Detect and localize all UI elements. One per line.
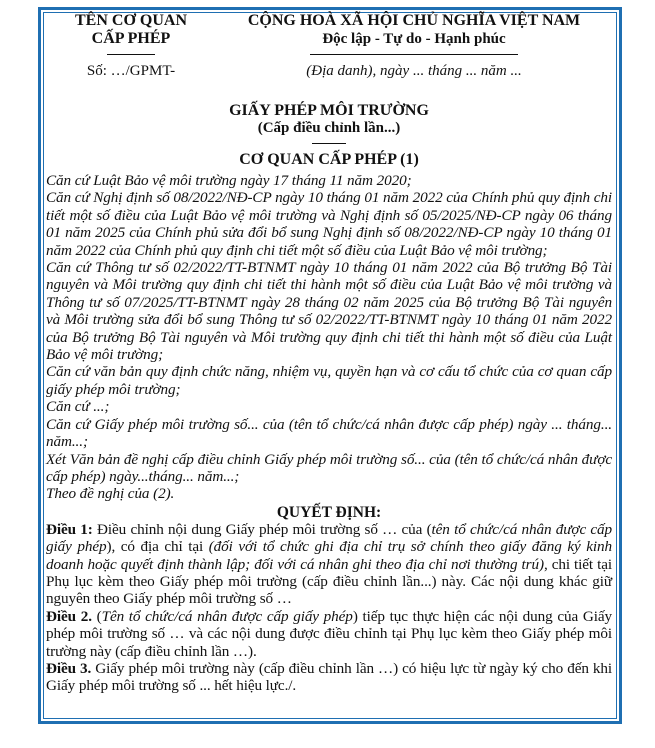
divider (310, 54, 518, 55)
national-title: CỘNG HOÀ XÃ HỘI CHỦ NGHĨA VIỆT NAM (247, 12, 581, 29)
national-motto-block (216, 12, 612, 92)
document-title: GIẤY PHÉP MÔI TRƯỜNG (229, 102, 429, 119)
article-3 (46, 660, 612, 695)
article-text: Giấy phép môi trường này (cấp điều chỉnh lần …) có hiệu lực từ ngày ký cho đến khi Giấy phép môi trường số ... hết hiệu lực./. (46, 659, 612, 695)
article-label: Điều 1: (46, 520, 93, 538)
article-label: Điều 2. (46, 607, 92, 625)
article-text: , chi tiết tại Phụ lục kèm theo Giấy phép môi trường (cấp điều chỉnh lần...) này. Các nội dung khác giữ nguyên theo Giấy phép môi trường số … (46, 555, 612, 608)
place-date: (Địa danh), ngày ... tháng ... năm ... (306, 63, 522, 79)
national-motto: Độc lập - Tự do - Hạnh phúc (322, 31, 506, 47)
basis-item: Căn cứ văn bản quy định chức năng, nhiệm vụ, quyền hạn và cơ cấu tổ chức của cơ quan cấp giấy phép môi trường; (46, 363, 612, 398)
basis-item: Căn cứ Nghị định số 08/2022/NĐ-CP ngày 10 tháng 01 năm 2022 của Chính phủ quy định chi tiết một số điều của Luật Bảo vệ môi trường và Nghị định số 05/2025/NĐ-CP ngày 06 tháng 01 năm 2025 của Chính phủ sửa đổi bổ sung Nghị định số 08/2022/NĐ-CP ngày 10 tháng 01 năm 2022 của Chính phủ quy định chi tiết một số điều của Luật Bảo vệ môi trường; (46, 189, 612, 259)
article-text-italic: Tên tổ chức/cá nhân được cấp giấy phép (101, 607, 353, 625)
legal-basis (46, 172, 612, 503)
article-text: ) tiếp tục thực hiện các nội dung của Giấy phép môi trường số … và các nội dung được điều chỉnh tại Phụ lục kèm theo Giấy phép môi trường này (cấp điều chỉnh lần …). (46, 607, 612, 660)
document-number: Số: …/GPMT- (86, 63, 176, 79)
document-header (46, 12, 612, 92)
issuing-agency-heading: CƠ QUAN CẤP PHÉP (1) (239, 151, 419, 168)
divider (312, 143, 346, 144)
article-1 (46, 521, 612, 608)
divider (107, 54, 155, 55)
basis-item: Căn cứ Luật Bảo vệ môi trường ngày 17 tháng 11 năm 2020; (46, 172, 412, 189)
article-text-italic: (đối với tổ chức ghi địa chỉ trụ sở chính theo giấy đăng ký kinh doanh hoặc quyết định thành lập; đối với cá nhân ghi theo địa chỉ nơi thường trú) (46, 538, 612, 573)
article-2 (46, 608, 612, 660)
issuing-agency-block (46, 12, 216, 92)
basis-item: Theo đề nghị của (2). (46, 485, 175, 503)
document-body (46, 12, 612, 695)
basis-item: Căn cứ Thông tư số 02/2022/TT-BTNMT ngày 10 tháng 01 năm 2022 của Bộ trưởng Bộ Tài nguyên và Môi trường quy định chi tiết thi hành một số điều của Luật Bảo vệ môi trường và Thông tư số 07/2025/TT-BTNMT ngày 28 tháng 02 năm 2025 của Bộ trưởng Bộ Tài nguyên và Môi trường sửa đổi bổ sung Thông tư số 02/2022/TT-BTNMT ngày 10 tháng 01 năm 2022 của Bộ trưởng Bộ Tài nguyên và Môi trường quy định chi tiết thi hành một số điều của Luật Bảo vệ môi trường; (46, 259, 612, 364)
article-label: Điều 3. (46, 659, 92, 677)
article-text: ), có địa chỉ tại (106, 538, 209, 556)
article-text: ( (91, 607, 102, 625)
article-text-italic: tên tổ chức/cá nhân được cấp giấy phép (46, 520, 613, 556)
article-text: Điều chỉnh nội dung Giấy phép môi trường số … của ( (92, 520, 432, 538)
basis-item: Căn cứ ...; (46, 398, 110, 416)
basis-item: Căn cứ Giấy phép môi trường số... của (tên tổ chức/cá nhân được cấp phép) ngày ... tháng... năm...; (46, 415, 612, 451)
agency-name-line1: TÊN CƠ QUAN (74, 12, 187, 29)
document-subtitle: (Cấp điều chỉnh lần...) (257, 120, 401, 136)
basis-item: Xét Văn bản đề nghị cấp điều chỉnh Giấy phép môi trường số... của (tên tổ chức/cá nhân được cấp phép) ngày...tháng... năm...; (46, 450, 612, 485)
decision-articles (46, 521, 612, 695)
decision-heading: QUYẾT ĐỊNH: (276, 503, 382, 521)
agency-name-line2: CẤP PHÉP (91, 30, 171, 47)
